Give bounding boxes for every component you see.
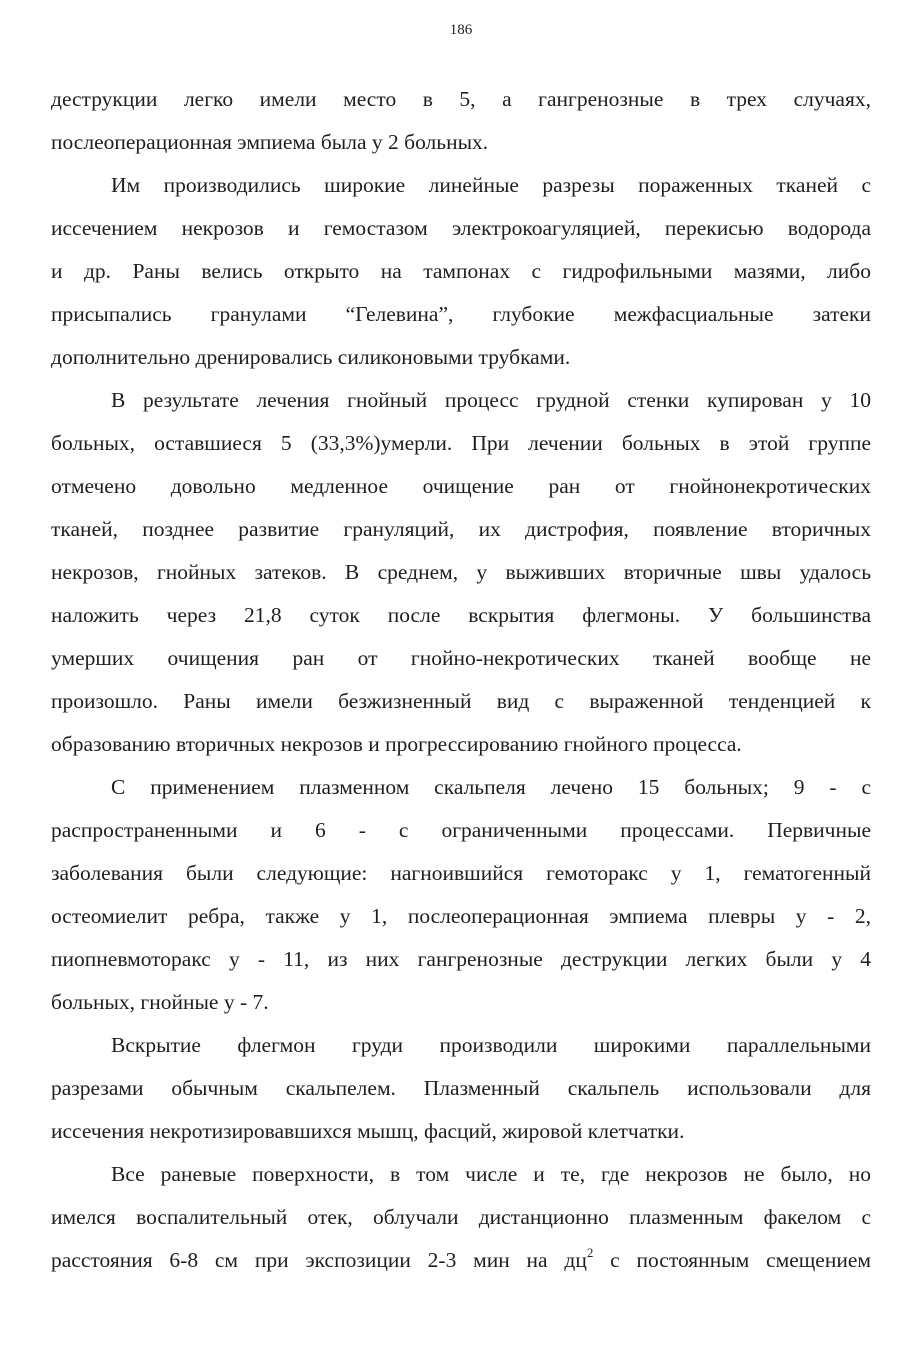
text-segment: расстояния 6-8 см при экспозиции 2-3 мин на дц: [51, 1248, 587, 1272]
paragraph-3: [51, 379, 871, 766]
text-line: заболевания были следующие: нагноившийся гемоторакс у 1, гематогенный: [51, 861, 871, 885]
text-line: [51, 1239, 871, 1282]
text-line: иссечением некрозов и гемостазом электрокоагуляцией, перекисью водорода: [51, 216, 871, 240]
text-line: отмечено довольно медленное очищение ран от гнойнонекротических: [51, 474, 871, 498]
text-line: С применением плазменном скальпеля лечено 15 больных; 9 - с: [111, 775, 871, 799]
text-line: Все раневые поверхности, в том числе и те, где некрозов не было, но: [111, 1162, 871, 1186]
paragraph-4: [51, 766, 871, 1024]
text-line: больных, оставшиеся 5 (33,3%)умерли. При лечении больных в этой группе: [51, 431, 871, 455]
text-line: больных, гнойные у - 7.: [51, 990, 269, 1014]
superscript: 2: [586, 1245, 594, 1260]
text-line: пиопневмоторакс у - 11, из них гангренозные деструкции легких были у 4: [51, 947, 871, 971]
text-line: наложить через 21,8 суток после вскрытия флегмоны. У большинства: [51, 603, 871, 627]
paragraph-2: [51, 164, 871, 379]
paragraph-5: [51, 1024, 871, 1153]
text-line: образованию вторичных некрозов и прогрессированию гнойного процесса.: [51, 732, 742, 756]
page-number: 186: [449, 22, 473, 38]
text-line: В результате лечения гнойный процесс грудной стенки купирован у 10: [111, 388, 871, 412]
text-line: послеоперационная эмпиема была у 2 больных.: [51, 130, 489, 154]
text-line: иссечения некротизировавшихся мышц, фасций, жировой клетчатки.: [51, 1119, 685, 1143]
text-line: деструкции легко имели место в 5, а гангренозные в трех случаях,: [51, 87, 871, 111]
text-line: имелся воспалительный отек, облучали дистанционно плазменным факелом с: [51, 1205, 871, 1229]
text-line: присыпались гранулами “Гелевина”, глубокие межфасциальные затеки: [51, 302, 871, 326]
text-line: произошло. Раны имели безжизненный вид с выраженной тенденцией к: [51, 689, 871, 713]
text-line: Вскрытие флегмон груди производили широкими параллельными: [111, 1033, 871, 1057]
text-line: распространенными и 6 - с ограниченными процессами. Первичные: [51, 818, 871, 842]
text-line: дополнительно дренировались силиконовыми трубками.: [51, 345, 571, 369]
document-body: [51, 78, 871, 1282]
text-line: тканей, позднее развитие грануляций, их дистрофия, появление вторичных: [51, 517, 871, 541]
text-segment: с постоянным смещением: [593, 1248, 872, 1272]
text-line: умерших очищения ран от гнойно-некротических тканей вообще не: [51, 646, 871, 670]
text-line: Им производились широкие линейные разрезы пораженных тканей с: [111, 173, 871, 197]
text-line: некрозов, гнойных затеков. В среднем, у выживших вторичные швы удалось: [51, 560, 871, 584]
text-line: разрезами обычным скальпелем. Плазменный скальпель использовали для: [51, 1076, 871, 1100]
text-line: и др. Раны велись открыто на тампонах с гидрофильными мазями, либо: [51, 259, 871, 283]
text-line: остеомиелит ребра, также у 1, послеоперационная эмпиема плевры у - 2,: [51, 904, 871, 928]
paragraph-6: [51, 1153, 871, 1282]
paragraph-1: [51, 78, 871, 164]
